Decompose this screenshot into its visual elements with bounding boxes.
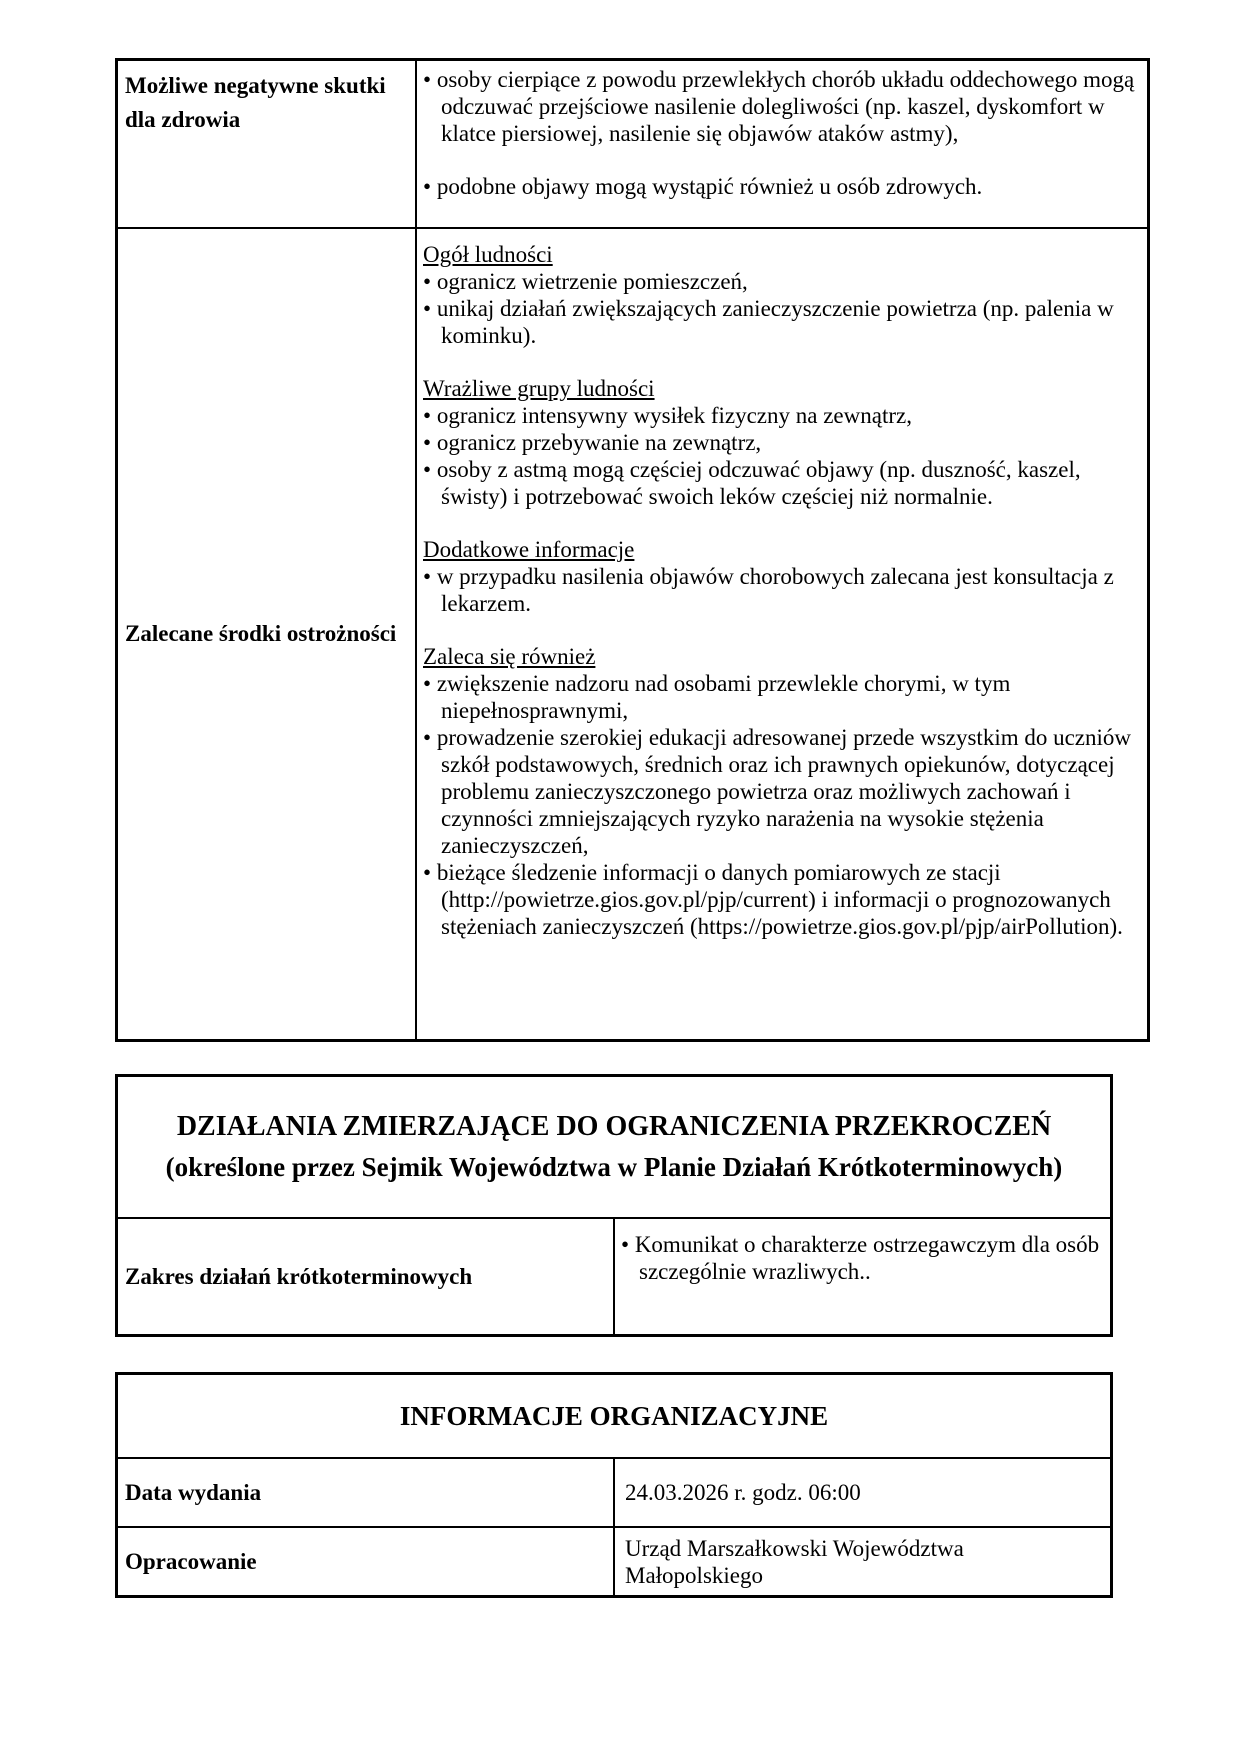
row-content-health-effects [416, 60, 1149, 229]
bullet-item: • unikaj działań zwiększających zanieczyszczenie powietrza (np. palenia w kominku). [423, 295, 1139, 349]
bullet-item: • w przypadku nasilenia objawów chorobowych zalecana jest konsultacja z lekarzem. [423, 563, 1139, 617]
row-content-actions-scope [614, 1218, 1112, 1336]
bullet-item: • prowadzenie szerokiej edukacji adresowanej przede wszystkim do uczniów szkół podstawowych, średnich oraz ich prawnych opiekunów, dotyczącej problemu zanieczyszczonego powietrza oraz możliwych zachowań i czynności zmniejszających ryzyko narażenia na wysokie stężenia zanieczyszczeń, [423, 724, 1139, 859]
row-label-precautions: Zalecane środki ostrożności [117, 228, 417, 1041]
section-heading: Wrażliwe grupy ludności [423, 376, 655, 401]
bullet-item: • Komunikat o charakterze ostrzegawczym dla osób szczególnie wrazliwych.. [621, 1231, 1102, 1285]
bullet-item: • ogranicz intensywny wysiłek fizyczny na zewnątrz, [423, 402, 1139, 429]
short-term-actions-table [115, 1074, 1113, 1337]
row-label-health-effects: Możliwe negatywne skutki dla zdrowia [117, 60, 417, 229]
bullet-item: • osoby cierpiące z powodu przewlekłych chorób układu oddechowego mogą odczuwać przejściowe nasilenie dolegliwości (np. kaszel, dyskomfort w klatce piersiowej, nasilenie się objawów ataków astmy), [423, 66, 1139, 147]
table-header-row [117, 1374, 1112, 1459]
content-section [423, 375, 1139, 510]
table-gap [115, 1042, 1113, 1074]
actions-table-subtitle: (określone przez Sejmik Województwa w Planie Działań Krótkoterminowych) [165, 1152, 1063, 1182]
row-label-actions-scope: Zakres działań krótkoterminowych [117, 1218, 615, 1336]
table-row [117, 1527, 1112, 1597]
document-page [115, 58, 1135, 1598]
section-heading: Zaleca się również [423, 644, 596, 669]
content-section [423, 643, 1139, 940]
actions-table-title: DZIAŁANIA ZMIERZAJĄCE DO OGRANICZENIA PRZEKROCZEŃ [176, 1111, 1052, 1142]
row-label-issue-date: Data wydania [117, 1458, 615, 1527]
content-section [423, 241, 1139, 349]
row-content-precautions [416, 228, 1149, 1041]
row-value-issue-date: 24.03.2026 r. godz. 06:00 [614, 1458, 1112, 1527]
bullet-item: • bieżące śledzenie informacji o danych pomiarowych ze stacji (http://powietrze.gios.gov.pl/pjp/current) i informacji o prognozowanych stężeniach zanieczyszczeń (https://powietrze.gios.gov.pl/pjp/airPollution). [423, 859, 1139, 940]
table-row [117, 228, 1149, 1041]
content-section [423, 66, 1139, 147]
content-section [423, 173, 1139, 200]
section-heading: Dodatkowe informacje [423, 537, 635, 562]
content-section [423, 536, 1139, 617]
bullet-item: • zwiększenie nadzoru nad osobami przewlekle chorymi, w tym niepełnosprawnymi, [423, 670, 1139, 724]
table-row [117, 1218, 1112, 1336]
row-label-prepared-by: Opracowanie [117, 1527, 615, 1597]
table-header-row [117, 1076, 1112, 1219]
content-section [621, 1231, 1102, 1285]
row-value-prepared-by: Urząd Marszałkowski Województwa Małopolskiego [614, 1527, 1112, 1597]
table-row [117, 60, 1149, 229]
bullet-item: • ogranicz wietrzenie pomieszczeń, [423, 268, 1139, 295]
table-gap [115, 1337, 1113, 1372]
bullet-item: • osoby z astmą mogą częściej odczuwać objawy (np. duszność, kaszel, świsty) i potrzebować swoich leków częściej niż normalnie. [423, 456, 1139, 510]
bullet-item: • podobne objawy mogą wystąpić również u osób zdrowych. [423, 173, 1139, 200]
table-row [117, 1458, 1112, 1527]
org-table-title: INFORMACJE ORGANIZACYJNE [117, 1374, 1112, 1459]
organizational-info-table [115, 1372, 1113, 1598]
table-title-cell [117, 1076, 1112, 1219]
health-effects-table [115, 58, 1150, 1042]
section-heading: Ogół ludności [423, 242, 553, 267]
bullet-item: • ogranicz przebywanie na zewnątrz, [423, 429, 1139, 456]
